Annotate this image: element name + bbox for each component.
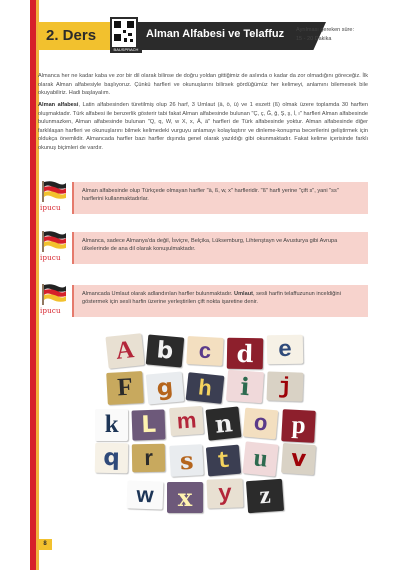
tip-box-2 <box>38 230 368 264</box>
letter-tile: q <box>95 443 129 474</box>
time-label: Ayrılması gereken süre: <box>296 27 354 33</box>
qr-code-icon[interactable] <box>110 17 139 52</box>
alphabet-description: , Latin alfabesinden türetilmiş olup 26 harf, 3 Umlaut (ä, ö, ü) ve 1 eszett (ß) olmak üzere toplamda 30 harften oluşmaktadır. Türk alfabesi ile benzerlik gösterir tabi fakat Alman alfabesinde bulunan "Ç, ç, Ğ, ğ, Ş, ş, İ, ı" harfleri Alman alfabesinde bulunmazken, Alman alfabesinde bulunan "Q, q, W, w X, x, Ä, ä" harfleri de Türk alfabesinde yoktur. Alman alfabesinde diğer farklılaşan harfleri ve okunuşlarını bilmek kelimedeki vurguyu anlamayı kolaylaştırır ve dinleme-konuşma becerilerini geliştirmek için oldukça önemlidir. Almancada harfler bazı harfler dışında genel olarak yazıldığı gibi okunmaktadır. Fakat kelime içerisinde farklı okunuş biçimleri de vardır. <box>38 102 368 151</box>
tip-text: Almanca, sadece Almanya'da değil, İsviçre, Belçika, Lüksemburg, Lihtenştayn ve Avusturya gibi Avrupa ülkelerinde de ana dil olarak konuşulmaktadır. <box>72 232 368 264</box>
letter-tile: b <box>146 334 184 367</box>
letter-tile: p <box>281 409 316 443</box>
letter-tile: g <box>146 371 184 404</box>
letter-tile: c <box>186 336 223 366</box>
tip-label: ipucu <box>40 307 61 315</box>
letter-tile: k <box>95 409 128 441</box>
letter-tile: v <box>281 443 316 475</box>
german-flag-icon <box>41 283 67 305</box>
page-number: 8 <box>38 539 52 550</box>
tip-text <box>72 285 368 317</box>
letter-tile: e <box>267 335 304 365</box>
letter-tile: h <box>186 372 225 404</box>
tip-icon <box>38 180 72 214</box>
letter-tile: i <box>226 370 264 403</box>
lesson-number: 2. Ders <box>46 27 97 44</box>
letter-tile: o <box>243 408 279 440</box>
tip-icon <box>38 230 72 264</box>
letter-tile: w <box>127 480 164 509</box>
intro-paragraph: Almanca her ne kadar kaba ve zor bir dil olarak bilinse de doğru yoldan gittiğimiz de aslında o kadar da zor olmadığını göreceğiz. İlk olarak Alman alfabesiyle başlıyoruz. Çünkü harfleri ve okunuşlarını bilirsek gördüğümüz her kelimeyi, anlamını bilemesek bile okuyabiliriz. Hadi başlayalım. <box>38 73 368 97</box>
lesson-title: Alman Alfabesi ve Telaffuz <box>146 28 285 40</box>
tip-text: Alman alfabesinde olup Türkçede olmayan harfler "ä, ß, w, x" harfleridir. "ß" harfi yerine "çift s", yani "ss" harflerini kullanmaktadırlar. <box>72 182 368 214</box>
letter-tile: j <box>267 371 304 401</box>
tip-icon <box>38 283 72 317</box>
letter-tile: r <box>132 444 166 473</box>
tip-box-1 <box>38 180 368 214</box>
tip-box-3 <box>38 283 368 317</box>
letter-tile: u <box>243 441 279 476</box>
german-flag-icon <box>41 230 67 252</box>
tip-text-bold: Umlaut <box>234 291 254 297</box>
alphabet-collage <box>95 335 315 520</box>
letter-tile: z <box>246 479 284 513</box>
alphabet-term: Alman alfabesi <box>38 102 79 108</box>
lesson-header <box>38 22 368 50</box>
qr-code-label: BAUSPRACH <box>110 47 142 53</box>
german-flag-icon <box>41 180 67 202</box>
letter-tile: L <box>132 409 166 440</box>
letter-tile: A <box>105 333 144 369</box>
letter-tile: F <box>106 371 144 405</box>
letter-tile: d <box>227 338 264 370</box>
tip-text-part: , sesli harfin telaffuzunun inceldiğini göstermek için sesli harfin üzerine yerleştirilen çift nokta işaretine denir. <box>82 291 341 306</box>
letter-tile: y <box>207 478 244 508</box>
letter-tile: t <box>206 445 242 477</box>
alphabet-paragraph <box>38 101 368 153</box>
letter-tile: s <box>169 444 204 477</box>
letter-tile: m <box>169 406 204 436</box>
time-info <box>296 26 380 44</box>
letter-tile: n <box>205 406 241 440</box>
tip-label: ipucu <box>40 204 61 212</box>
tip-label: ipucu <box>40 254 61 262</box>
letter-tile: x <box>167 482 203 513</box>
time-value: 15 - 20 Dakika <box>296 36 332 42</box>
tip-text-part: Almancada Umlaut olarak adlandırılan harfler bulunmaktadır. <box>82 291 235 297</box>
